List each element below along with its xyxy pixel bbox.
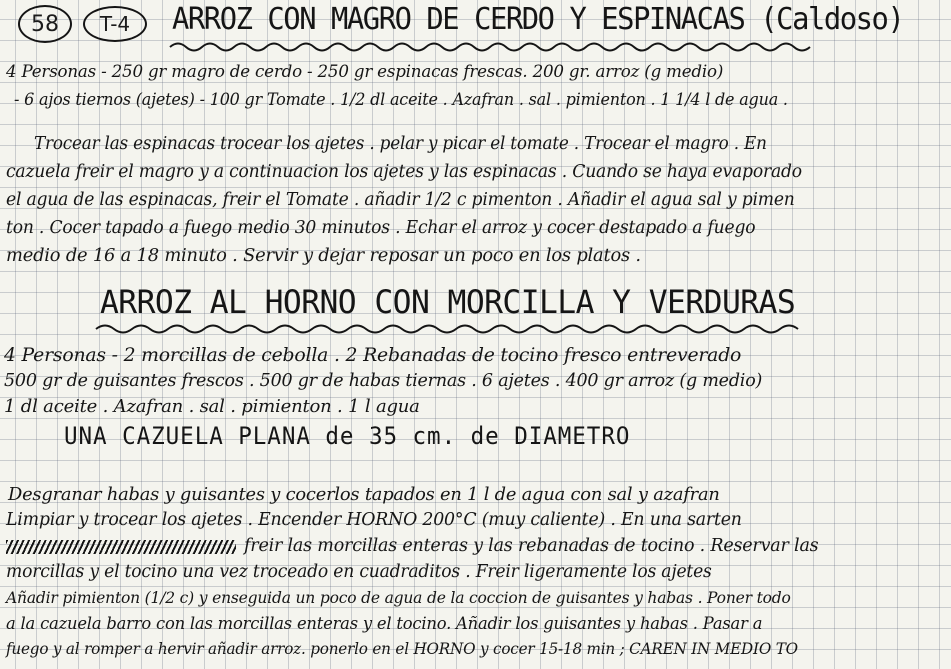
recipe1-step-line-5: medio de 16 a 18 minuto . Servir y dejar reposar un poco en los platos . <box>6 246 641 266</box>
recipe-code: T-4 <box>99 12 131 36</box>
recipe2-title: ARROZ AL HORNO CON MORCILLA Y VERDURAS <box>100 283 796 321</box>
recipe2-step-line-5: Añadir pimienton (1/2 c) y enseguida un poco de agua de la coccion de guisantes y habas . Poner todo <box>6 588 791 607</box>
recipe1-ingredients-line-2: - 6 ajos tiernos (ajetes) - 100 gr Tomate . 1/2 dl aceite . Azafran . sal . pimienton . 1 1/4 l de agua . <box>14 90 788 110</box>
recipe2-step-line-3 <box>6 536 818 556</box>
recipe1-step-line-4: ton . Cocer tapado a fuego medio 30 minutos . Echar el arroz y cocer destapado a fuego <box>6 218 756 238</box>
recipe2-step-line-4: morcillas y el tocino una vez troceado en cuadraditos . Freir ligeramente los ajetes <box>6 562 712 582</box>
recipe1-step-line-1: Trocear las espinacas trocear los ajetes . pelar y picar el tomate . Trocear el magro . En <box>34 134 767 154</box>
recipe2-ingredients-line-3: 1 dl aceite . Azafran . sal . pimienton . 1 l agua <box>4 396 420 417</box>
recipe2-vessel-note: UNA CAZUELA PLANA de 35 cm. de DIAMETRO <box>64 422 631 450</box>
recipe1-ingredients-line-1: 4 Personas - 250 gr magro de cerdo - 250 gr espinacas frescas. 200 gr. arroz (g medio) <box>6 62 724 82</box>
recipe2-step-line-7: fuego y al romper a hervir añadir arroz. ponerlo en el HORNO y cocer 15-18 min ; CAREN IN MEDIO TO <box>6 640 798 658</box>
recipe2-step-line-1: Desgranar habas y guisantes y cocerlos tapados en 1 l de agua con sal y azafran <box>8 484 720 505</box>
recipe2-ingredients-line-2: 500 gr de guisantes frescos . 500 gr de habas tiernas . 6 ajetes . 400 gr arroz (g medio) <box>4 370 763 391</box>
recipe-number: 58 <box>31 11 59 37</box>
recipe2-ingredients-line-1: 4 Personas - 2 morcillas de cebolla . 2 Rebanadas de tocino fresco entreverado <box>4 344 742 366</box>
recipe2-step-line-2: Limpiar y trocear los ajetes . Encender HORNO 200°C (muy caliente) . En una sarten <box>6 510 742 530</box>
recipe1-step-line-2: cazuela freir el magro y a continuacion los ajetes y las espinacas . Cuando se haya evaporado <box>6 162 802 182</box>
recipe-code-badge <box>83 6 147 42</box>
crossed-out-scribble <box>6 540 236 554</box>
recipe1-title-underline <box>170 40 810 54</box>
recipe1-title: ARROZ CON MAGRO DE CERDO Y ESPINACAS (Caldoso) <box>172 2 904 37</box>
recipe1-step-line-3: el agua de las espinacas, freir el Tomate . añadir 1/2 c pimenton . Añadir el agua sal y pimen <box>6 190 795 210</box>
recipe2-title-underline <box>96 322 796 336</box>
recipe-number-badge <box>18 5 72 43</box>
recipe2-step-line-3-text: freir las morcillas enteras y las rebanadas de tocino . Reservar las <box>244 536 819 556</box>
recipe2-step-line-6: a la cazuela barro con las morcillas enteras y el tocino. Añadir los guisantes y habas . Pasar a <box>6 614 763 633</box>
